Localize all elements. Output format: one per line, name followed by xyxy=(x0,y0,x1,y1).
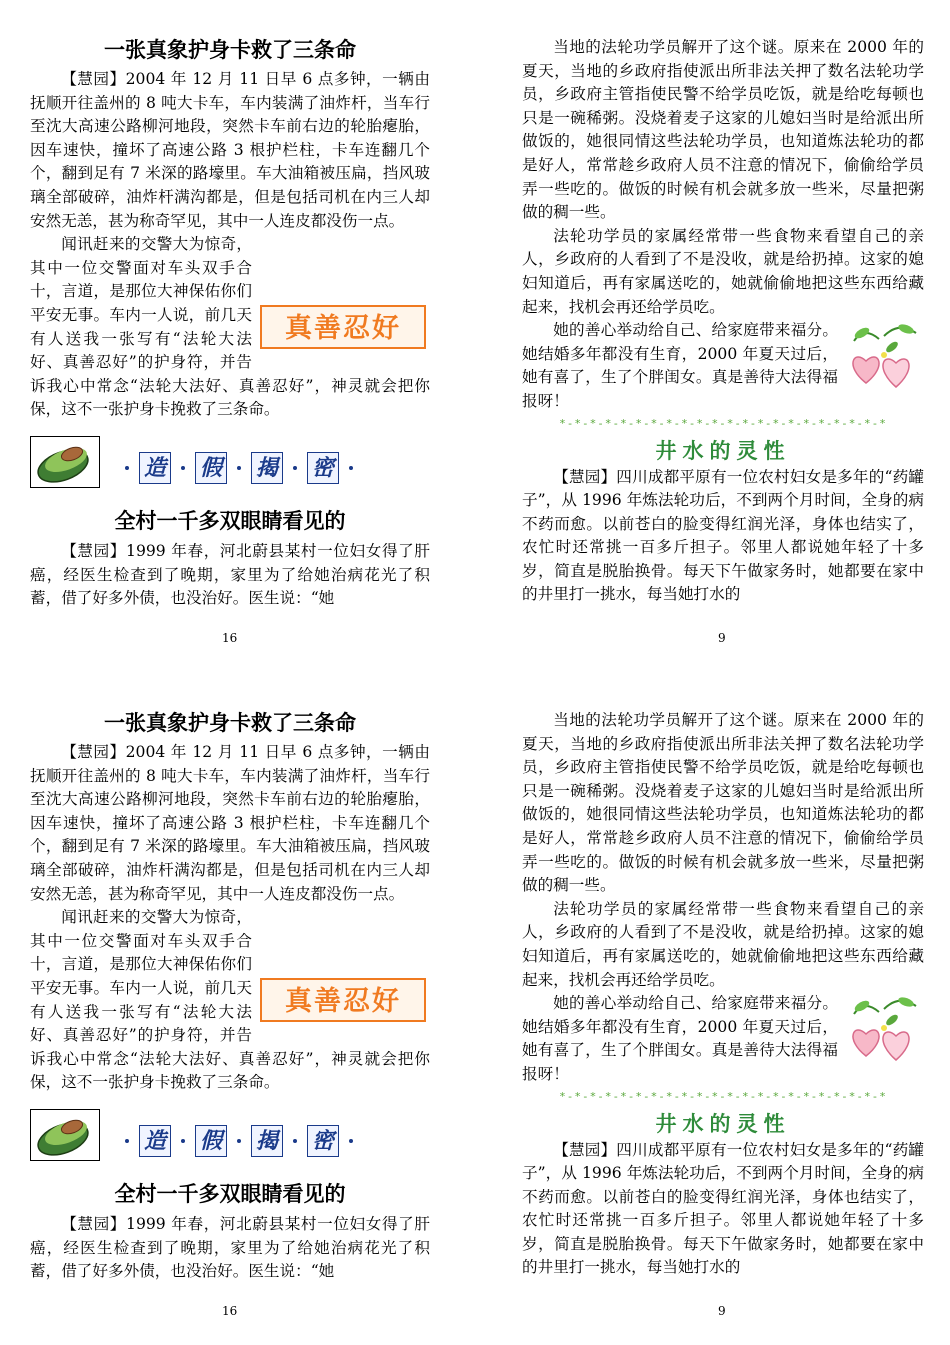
avocado-icon xyxy=(30,436,100,488)
article-paragraph: 【慧园】1999 年春，河北蔚县某村一位妇女得了肝癌，经医生检查到了晚期，家里为了给她治病花光了积蓄，借了好多外债，也没治好。医生说：“她 xyxy=(30,1214,430,1281)
zhen-shan-ren-stamp: 真善忍好 xyxy=(260,978,426,1022)
banner-characters xyxy=(125,452,353,484)
banner-char: 密 xyxy=(307,452,339,484)
banner-char: 造 xyxy=(139,452,171,484)
star-divider: *-*-*-*-*-*-*-*-*-*-*-*-*-*-*-*-*-*-*-*-*-* xyxy=(559,416,887,430)
banner-characters xyxy=(125,1125,353,1157)
banner-dot xyxy=(293,466,297,470)
article-paragraph: 【慧园】1999 年春，河北蔚县某村一位妇女得了肝癌，经医生检查到了晚期，家里为了给她治病花光了积蓄，借了好多外债，也没治好。医生说：“她 xyxy=(30,541,430,608)
article-paragraph: 她的善心举动给自己、给家庭带来福分。她结婚多年都没有生育，2000 年夏天过后，她有喜了，生了个胖闺女。真是善待大法得福报呀！ xyxy=(522,321,838,410)
banner-dot xyxy=(181,1139,185,1143)
article-paragraph: 法轮功学员的家属经常带一些食物来看望自己的亲人，乡政府的人看到了不是没收，就是给扔掉。这家的媳妇知道后，再有家属送吃的，她就偷偷地把这些东西给藏起来，找机会再还给学员吃。 xyxy=(522,226,924,316)
page-number: 9 xyxy=(718,1304,726,1318)
page-spread-bottom xyxy=(0,673,950,1345)
banner-dot xyxy=(293,1139,297,1143)
section-title: 井水的灵性 xyxy=(655,438,791,463)
article-title: 一张真象护身卡救了三条命 xyxy=(104,711,356,735)
banner-char: 假 xyxy=(195,1125,227,1157)
banner-dot xyxy=(349,1139,353,1143)
banner-dot xyxy=(125,466,129,470)
right-page xyxy=(522,36,924,607)
left-page xyxy=(30,36,430,611)
banner-char: 揭 xyxy=(251,1125,283,1157)
banner-dot xyxy=(181,466,185,470)
paragraph-with-flower xyxy=(522,992,924,1086)
banner-char: 造 xyxy=(139,1125,171,1157)
page-number: 16 xyxy=(222,1304,238,1318)
section-subtitle: 全村一千多双眼睛看见的 xyxy=(114,508,346,533)
article-paragraph: 当地的法轮功学员解开了这个谜。原来在 2000 年的夏天，当地的乡政府指使派出所非法关押了数名法轮功学员，乡政府主管指使民警不给学员吃饭，就是给吃每顿也只是一碗稀粥。没烧着麦子这家的儿媳妇当时是给派出所做饭的，她很同情这些法轮功学员，也知道炼法轮功的都是好人，常常趁乡政府人员不注意的情况下，偷偷给学员弄一些吃的。做饭的时候有机会就多放一些米，尽量把粥做的稠一些。 xyxy=(522,711,924,895)
avocado-icon xyxy=(30,1109,100,1161)
banner-char: 假 xyxy=(195,452,227,484)
flower-hearts-icon xyxy=(844,994,924,1074)
banner-dot xyxy=(125,1139,129,1143)
page-number: 9 xyxy=(718,631,726,645)
page-spread-top xyxy=(0,0,950,672)
paragraph-with-stamp xyxy=(30,906,430,1095)
left-page xyxy=(30,709,430,1284)
article-paragraph: 闻讯赶来的交警大为惊奇，其中一位交警面对车头双手合十，言道，是那位大神保佑你们平安无事。车内一人说，前几天有人送我一张写有“法轮大法好、真善忍好”的护身符，并告诉我心中常念“法轮大法好、真善忍好”，神灵就会把你保，这不一张护身卡挽救了三条命。 xyxy=(30,908,430,1092)
article-paragraph: 【慧园】四川成都平原有一位农村妇女是多年的“药罐子”，从 1996 年炼法轮功后，不到两个月时间，全身的病不药而愈。以前苍白的脸变得红润光泽，身体也结实了，农忙时还常挑一百多斤担子。邻里人都说她年轻了十多岁，简直是脱胎换骨。每天下午做家务时，她都要在家中的井里打一挑水，每当她打水的 xyxy=(522,1140,924,1277)
zhen-shan-ren-stamp: 真善忍好 xyxy=(260,305,426,349)
section-subtitle: 全村一千多双眼睛看见的 xyxy=(114,1181,346,1206)
article-paragraph: 当地的法轮功学员解开了这个谜。原来在 2000 年的夏天，当地的乡政府指使派出所非法关押了数名法轮功学员，乡政府主管指使民警不给学员吃饭，就是给吃每顿也只是一碗稀粥。没烧着麦子这家的儿媳妇当时是给派出所做饭的，她很同情这些法轮功学员，也知道炼法轮功的都是好人，常常趁乡政府人员不注意的情况下，偷偷给学员弄一些吃的。做饭的时候有机会就多放一些米，尽量把粥做的稠一些。 xyxy=(522,38,924,222)
section-title: 井水的灵性 xyxy=(655,1111,791,1136)
banner-char: 密 xyxy=(307,1125,339,1157)
section-banner xyxy=(30,1109,430,1177)
flower-hearts-icon xyxy=(844,321,924,401)
right-page xyxy=(522,709,924,1280)
article-paragraph: 法轮功学员的家属经常带一些食物来看望自己的亲人，乡政府的人看到了不是没收，就是给扔掉。这家的媳妇知道后，再有家属送吃的，她就偷偷地把这些东西给藏起来，找机会再还给学员吃。 xyxy=(522,899,924,989)
paragraph-with-stamp xyxy=(30,233,430,422)
article-paragraph: 【慧园】2004 年 12 月 11 日早 6 点多钟，一辆由抚顺开往盖州的 8 吨大卡车，车内装满了油炸杆，当车行至沈大高速公路柳河地段，突然卡车前右边的轮胎瘪胎，因车速快，撞坏了高速公路 3 根护栏柱，卡车连翻几个个，翻到足有 7 米深的路壕里。车大油箱被压扁，挡风玻璃全部破碎，油炸杆满沟都是，但是包括司机在内三人却安然无恙，甚为称奇罕见，其中一人连皮都没伤一点。 xyxy=(30,70,430,230)
article-paragraph: 闻讯赶来的交警大为惊奇，其中一位交警面对车头双手合十，言道，是那位大神保佑你们平安无事。车内一人说，前几天有人送我一张写有“法轮大法好、真善忍好”的护身符，并告诉我心中常念“法轮大法好、真善忍好”，神灵就会把你保，这不一张护身卡挽救了三条命。 xyxy=(30,235,430,419)
star-divider: *-*-*-*-*-*-*-*-*-*-*-*-*-*-*-*-*-*-*-*-*-* xyxy=(559,1089,887,1103)
banner-dot xyxy=(349,466,353,470)
article-title: 一张真象护身卡救了三条命 xyxy=(104,38,356,62)
article-paragraph: 她的善心举动给自己、给家庭带来福分。她结婚多年都没有生育，2000 年夏天过后，她有喜了，生了个胖闺女。真是善待大法得福报呀！ xyxy=(522,994,838,1083)
page-number: 16 xyxy=(222,631,238,645)
banner-dot xyxy=(237,1139,241,1143)
article-paragraph: 【慧园】2004 年 12 月 11 日早 6 点多钟，一辆由抚顺开往盖州的 8 吨大卡车，车内装满了油炸杆，当车行至沈大高速公路柳河地段，突然卡车前右边的轮胎瘪胎，因车速快，撞坏了高速公路 3 根护栏柱，卡车连翻几个个，翻到足有 7 米深的路壕里。车大油箱被压扁，挡风玻璃全部破碎，油炸杆满沟都是，但是包括司机在内三人却安然无恙，甚为称奇罕见，其中一人连皮都没伤一点。 xyxy=(30,743,430,903)
paragraph-with-flower xyxy=(522,319,924,413)
banner-char: 揭 xyxy=(251,452,283,484)
article-paragraph: 【慧园】四川成都平原有一位农村妇女是多年的“药罐子”，从 1996 年炼法轮功后，不到两个月时间，全身的病不药而愈。以前苍白的脸变得红润光泽，身体也结实了，农忙时还常挑一百多斤担子。邻里人都说她年轻了十多岁，简直是脱胎换骨。每天下午做家务时，她都要在家中的井里打一挑水，每当她打水的 xyxy=(522,467,924,604)
banner-dot xyxy=(237,466,241,470)
section-banner xyxy=(30,436,430,504)
